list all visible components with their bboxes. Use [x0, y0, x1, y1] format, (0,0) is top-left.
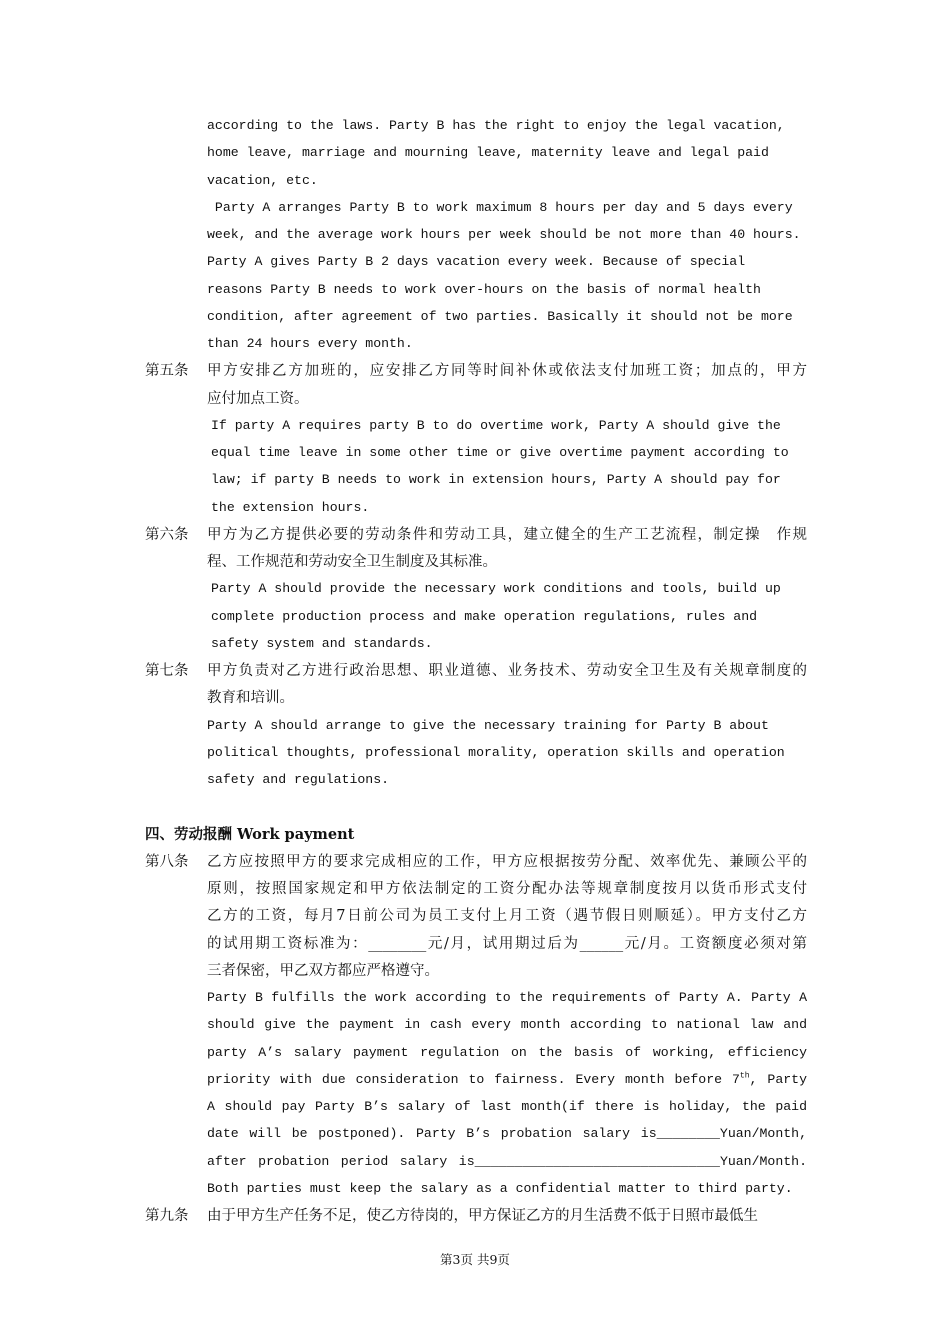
- article-en-line: political thoughts, professional morality, operation skills and operation: [207, 744, 785, 760]
- article-en-line: A should pay Party B’s salary of last month(if there is holiday, the paid: [207, 1099, 807, 1114]
- article-zh-line: 三者保密，甲乙双方都应严格遵守。: [207, 962, 439, 979]
- article-zh-line: 程、工作规范和劳动安全卫生制度及其标准。: [207, 554, 497, 570]
- article-en-line: complete production process and make operation regulations, rules and: [211, 608, 758, 624]
- article-en-line: priority with due consideration to fairness. Every month before 7th, Party: [207, 1071, 807, 1087]
- article-en-line: safety system and standards.: [211, 635, 433, 651]
- article-zh-line: 甲方为乙方提供必要的劳动条件和劳动工具，建立健全的生产工艺流程，制定操 作规: [207, 526, 807, 543]
- article-label: 第七条: [145, 663, 189, 679]
- article-zh-line: 原则，按照国家规定和甲方依法制定的工资分配办法等规章制度按月以货币形式支付: [207, 881, 807, 897]
- article-en-line: safety and regulations.: [207, 772, 390, 787]
- article-en-line: Party A gives Party B 2 days vacation every week. Because of special: [207, 254, 746, 270]
- article-zh-line: 乙方的工资，每月7日前公司为员工支付上月工资（遇节假日则顺延）。甲方支付乙方: [207, 908, 807, 925]
- article-zh-line: 甲方安排乙方加班的，应安排乙方同等时间补休或依法支付加班工资；加点的，甲方: [207, 363, 807, 380]
- article-zh-line: 由于甲方生产任务不足，使乙方待岗的，甲方保证乙方的月生活费不低于日照市最低生: [207, 1208, 758, 1224]
- article-en-line: Party B fulfills the work according to the requirements of Party A. Party A: [207, 990, 807, 1005]
- article-label: 第九条: [145, 1208, 189, 1224]
- article-en-line: Party A should arrange to give the necessary training for Party B about: [207, 717, 769, 733]
- article-label: 第八条: [145, 853, 189, 870]
- article-en-line: Party A should provide the necessary work conditions and tools, build up: [211, 581, 781, 597]
- article-en-line: the extension hours.: [211, 499, 370, 515]
- article-en-line: Party A arranges Party B to work maximum 8 hours per day and 5 days every: [207, 199, 793, 215]
- article-en-line: should give the payment in cash every month according to national law and: [207, 1017, 807, 1033]
- article-en-line: according to the laws. Party B has the right to enjoy the legal vacation,: [207, 118, 785, 133]
- article-zh-line: 乙方应按照甲方的要求完成相应的工作，甲方应根据按劳分配、效率优先、兼顾公平的: [207, 853, 807, 870]
- article-label: 第六条: [145, 526, 189, 543]
- article-label: 第五条: [145, 363, 189, 380]
- article-zh-line: 的试用期工资标准为：________元/月，试用期过后为______元/月。工资额度必须对第: [207, 935, 807, 952]
- superscript: th: [739, 1071, 750, 1081]
- article-en-line: equal time leave in some other time or give overtime payment according to: [211, 445, 789, 460]
- article-en-line: law; if party B needs to work in extension hours, Party A should pay for: [211, 472, 781, 488]
- article-en-line: home leave, marriage and mourning leave, maternity leave and legal paid: [207, 145, 769, 161]
- article-en-line: If party A requires party B to do overtime work, Party A should give the: [211, 417, 781, 433]
- article-en-line: party A’s salary payment regulation on the basis of working, efficiency: [207, 1044, 807, 1060]
- article-en-line: than 24 hours every month.: [207, 336, 413, 351]
- article-en-line: week, and the average work hours per week should be not more than 40 hours.: [207, 227, 801, 242]
- article-en-line: after probation period salary is_______________________________Yuan/Month.: [207, 1153, 807, 1169]
- article-zh-line: 应付加点工资。: [207, 390, 309, 407]
- section-heading: 四、劳动报酬 Work payment: [145, 825, 355, 843]
- article-en-line: date will be postponed). Party B’s probation salary is________Yuan/Month,: [207, 1126, 807, 1142]
- article-en-line: condition, after agreement of two parties. Basically it should not be more: [207, 308, 793, 324]
- article-en-line: Both parties must keep the salary as a confidential matter to third party.: [207, 1180, 793, 1196]
- article-zh-line: 甲方负责对乙方进行政治思想、职业道德、业务技术、劳动安全卫生及有关规章制度的: [207, 663, 807, 679]
- page-footer: 第3页 共9页: [440, 1252, 510, 1267]
- article-zh-line: 教育和培训。: [207, 690, 294, 707]
- article-en-line: reasons Party B needs to work over-hours on the basis of normal health: [207, 281, 761, 297]
- article-en-line: vacation, etc.: [207, 172, 318, 188]
